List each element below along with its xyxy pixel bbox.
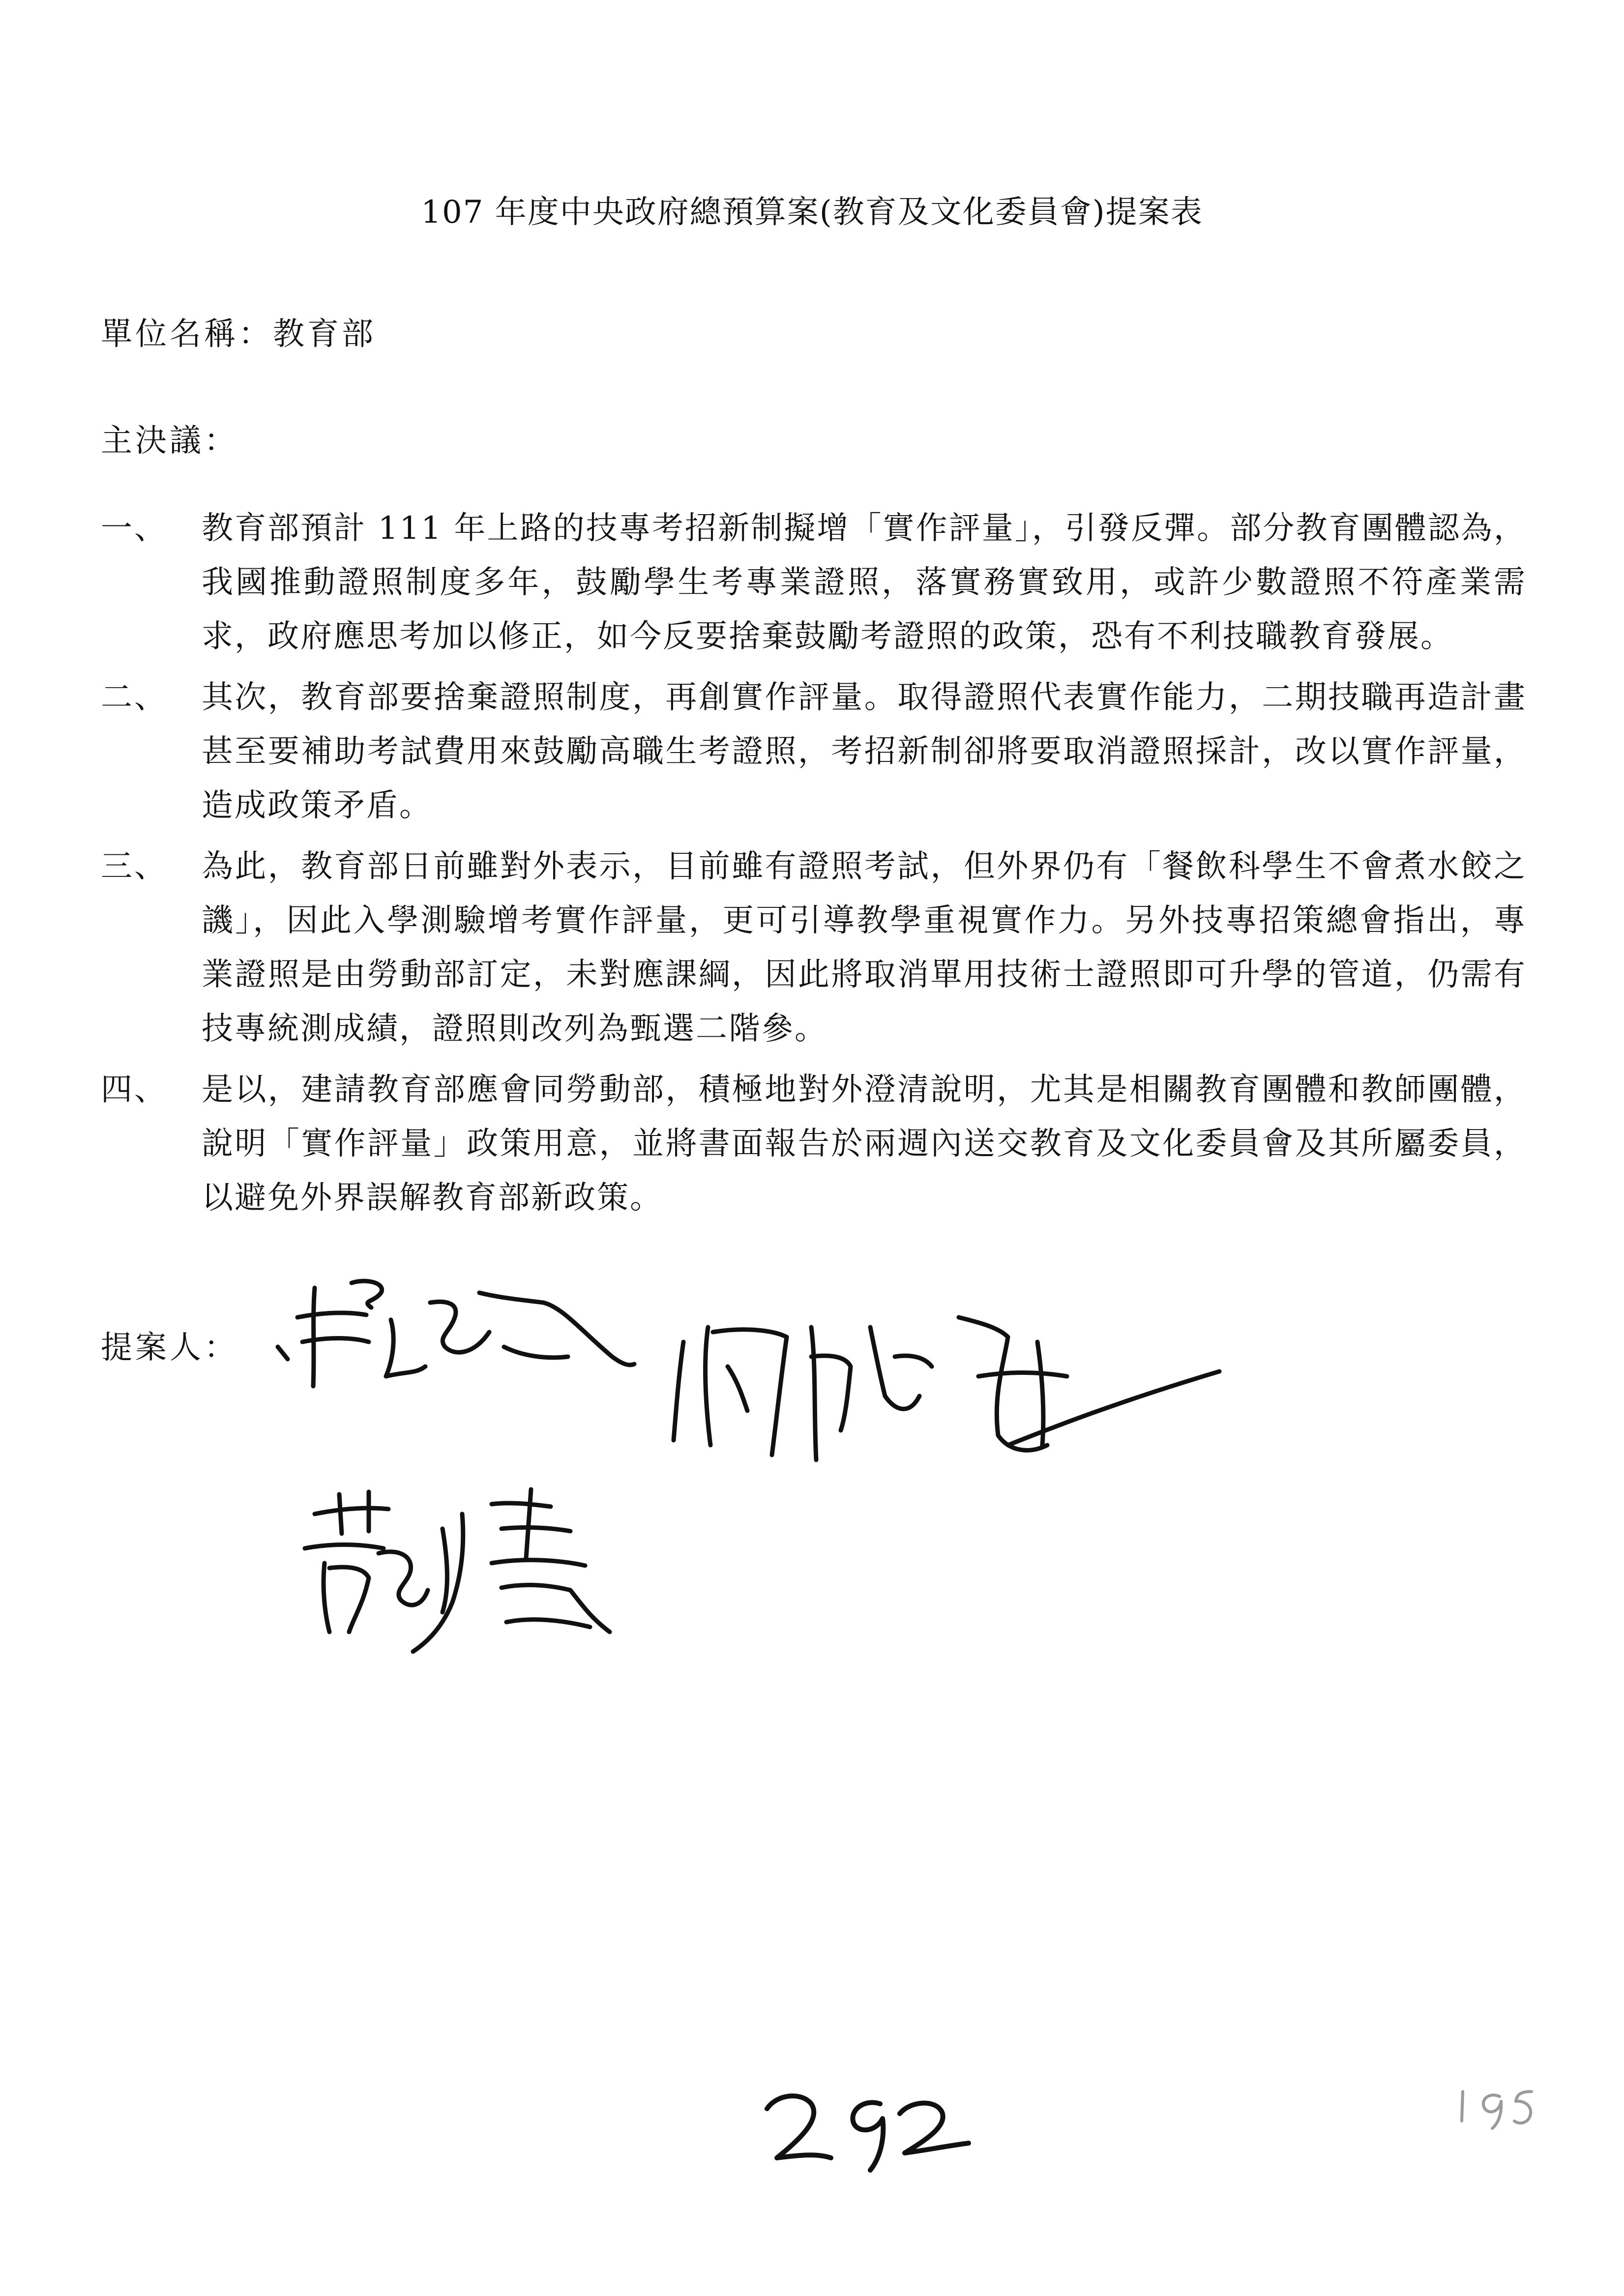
unit-name: 單位名稱：教育部 <box>101 316 376 352</box>
item-text: 其次，教育部要捨棄證照制度，再創實作評量。取得證照代表實作能力，二期技職再造計畫甚至要補助考試費用來鼓勵高職生考證照，考招新制卻將要取消證照採計，改以實作評量，造成政策矛盾。 <box>202 679 1527 824</box>
item-text: 為此，教育部日前雖對外表示，目前雖有證照考試，但外界仍有「餐飲科學生不會煮水餃之譏」，因此入學測驗增考實作評量，更可引導教學重視實作力。另外技專招策總會指出，專業證照是由勞動部訂定，未對應課綱，因此將取消單用技術士證照即可升學的管道，仍需有技專統測成績，證照則改列為甄選二階參。 <box>202 848 1527 1047</box>
signature-2 <box>664 1298 1229 1494</box>
item-text: 是以，建請教育部應會同勞動部，積極地對外澄清說明，尤其是相關教育團體和教師團體，說明「實作評量」政策用意，並將書面報告於兩週內送交教育及文化委員會及其所屬委員，以避免外界誤解教育部新政策。 <box>202 1072 1527 1216</box>
handwritten-page-number-strokes <box>757 2084 974 2173</box>
signature-3-strokes <box>295 1484 649 1661</box>
faint-stamp-number-strokes <box>1453 2077 1541 2131</box>
document-title: 107 年度中央政府總預算案(教育及文化委員會)提案表 <box>421 194 1203 231</box>
resolution-item <box>101 501 1527 664</box>
main-resolution-heading: 主決議： <box>101 423 238 459</box>
faint-stamp-number <box>1453 2077 1541 2133</box>
resolution-item <box>101 1063 1527 1225</box>
item-marker: 三、 <box>101 848 168 885</box>
handwritten-page-number <box>757 2084 974 2175</box>
signature-1 <box>268 1273 642 1401</box>
resolution-items <box>101 501 1527 1232</box>
signature-3 <box>295 1484 649 1661</box>
item-marker: 一、 <box>101 510 168 547</box>
proposer-label: 提案人： <box>101 1330 238 1366</box>
item-marker: 四、 <box>101 1072 168 1108</box>
item-marker: 二、 <box>101 679 168 716</box>
resolution-item <box>101 670 1527 833</box>
resolution-item <box>101 840 1527 1056</box>
signature-1-strokes <box>268 1273 642 1401</box>
item-text: 教育部預計 111 年上路的技專考招新制擬增「實作評量」，引發反彈。部分教育團體認為，我國推動證照制度多年，鼓勵學生考專業證照，落實務實致用，或許少數證照不符產業需求，政府應思考加以修正，如今反要捨棄鼓勵考證照的政策，恐有不利技職教育發展。 <box>202 510 1527 655</box>
signature-2-strokes <box>664 1298 1229 1494</box>
